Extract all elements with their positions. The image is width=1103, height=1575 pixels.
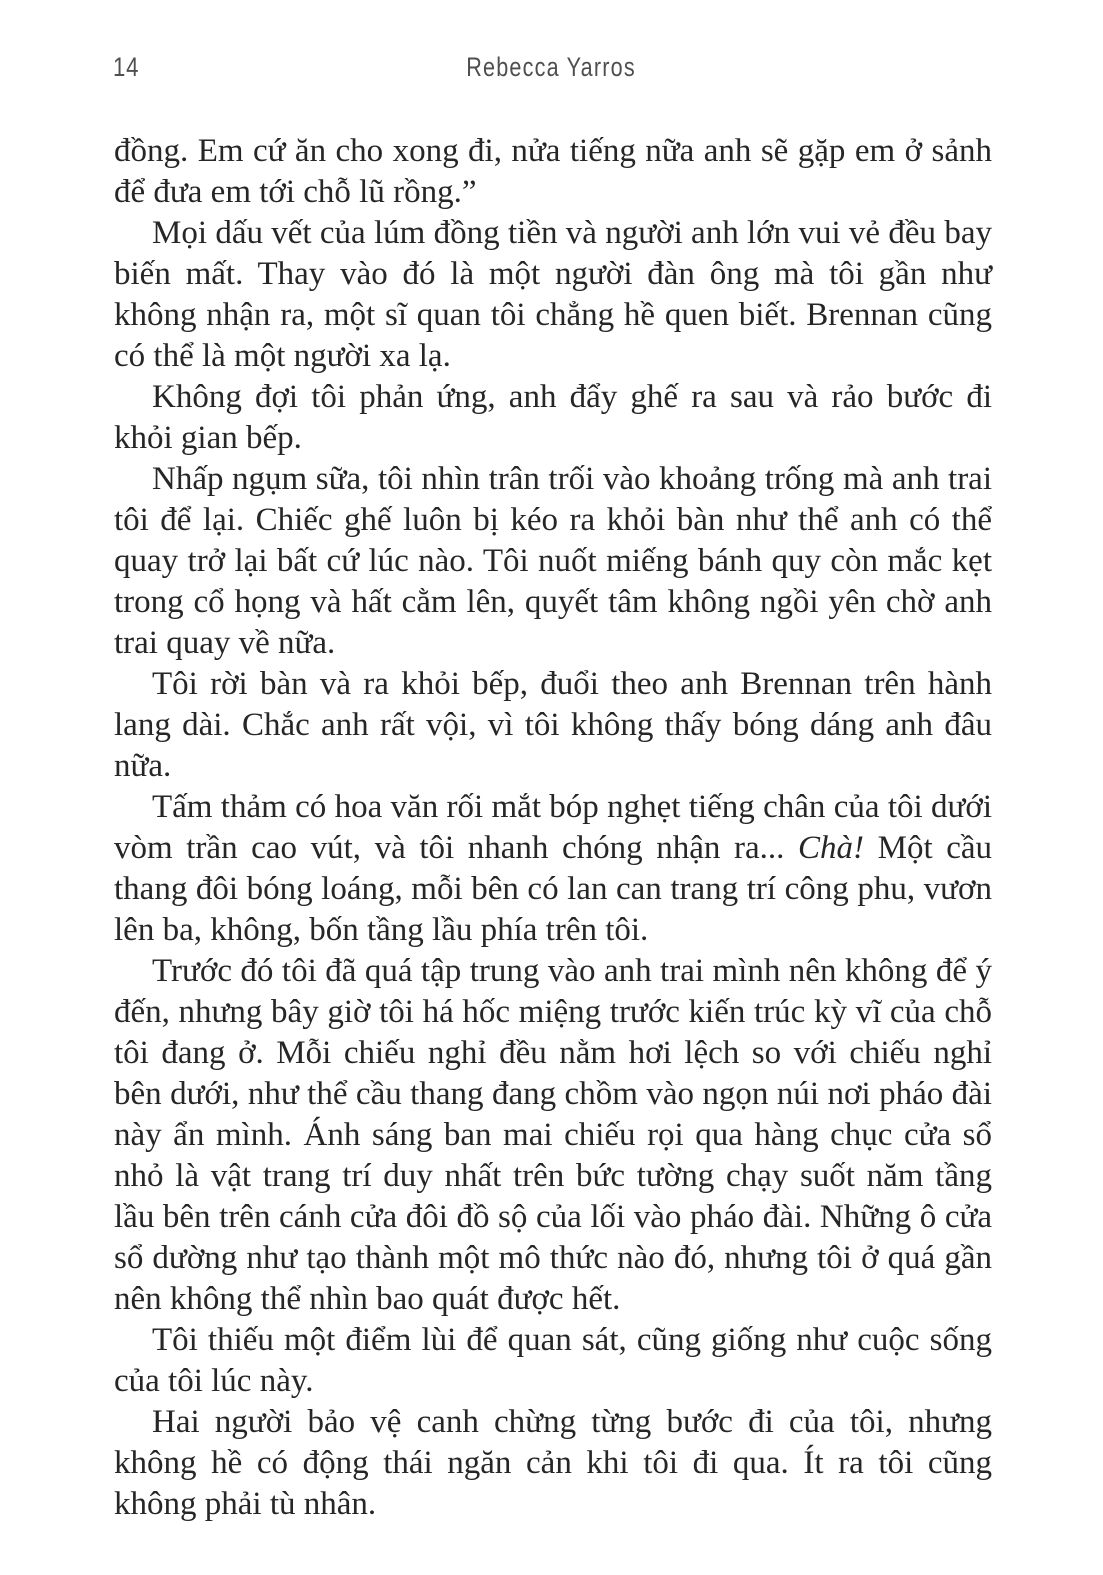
paragraph — [114, 664, 992, 787]
text-segment: đồng. Em cứ ăn cho xong đi, nửa tiếng nữa anh sẽ gặp em ở sảnh để đưa em tới chỗ lũ rồng.” — [114, 133, 992, 210]
text-segment: Tôi thiếu một điểm lùi để quan sát, cũng giống như cuộc sống của tôi lúc này. — [114, 1322, 992, 1399]
page-number: 14 — [113, 52, 140, 82]
paragraph — [114, 1320, 992, 1402]
paragraph — [114, 1402, 992, 1525]
text-segment: Trước đó tôi đã quá tập trung vào anh trai mình nên không để ý đến, nhưng bây giờ tôi há hốc miệng trước kiến trúc kỳ vĩ của chỗ tôi đang ở. Mỗi chiếu nghỉ đều nằm hơi lệch so với chiếu nghỉ bên dưới, như thể cầu thang đang chồm vào ngọn núi nơi pháo đài này ẩn mình. Ánh sáng ban mai chiếu rọi qua hàng chục cửa sổ nhỏ là vật trang trí duy nhất trên bức tường chạy suốt năm tầng lầu bên trên cánh cửa đôi đồ sộ của lối vào pháo đài. Những ô cửa sổ dường như tạo thành một mô thức nào đó, nhưng tôi ở quá gần nên không thể nhìn bao quát được hết. — [114, 953, 992, 1317]
text-segment: Một cầu thang đôi bóng loáng, mỗi bên có lan can trang trí công phu, vươn lên ba, không, bốn tầng lầu phía trên tôi. — [114, 830, 993, 948]
paragraph — [114, 787, 992, 951]
text-segment: Mọi dấu vết của lúm đồng tiền và người anh lớn vui vẻ đều bay biến mất. Thay vào đó là một người đàn ông mà tôi gần như không nhận ra, một sĩ quan tôi chẳng hề quen biết. Brennan cũng có thể là một người xa lạ. — [114, 215, 992, 374]
text-segment: Hai người bảo vệ canh chừng từng bước đi của tôi, nhưng không hề có động thái ngăn cản khi tôi đi qua. Ít ra tôi cũng không phải tù nhân. — [114, 1404, 992, 1522]
page-body — [114, 131, 992, 1525]
text-segment: Chà! — [798, 830, 864, 866]
text-segment: Nhấp ngụm sữa, tôi nhìn trân trối vào khoảng trống mà anh trai tôi để lại. Chiếc ghế luôn bị kéo ra khỏi bàn như thể anh có thể quay trở lại bất cứ lúc nào. Tôi nuốt miếng bánh quy còn mắc kẹt trong cổ họng và hất cằm lên, quyết tâm không ngồi yên chờ anh trai quay về nữa. — [114, 461, 992, 661]
running-header — [0, 50, 1103, 84]
running-header-title: Rebecca Yarros — [466, 52, 637, 82]
text-segment: Tấm thảm có hoa văn rối mắt bóp nghẹt tiếng chân của tôi dưới vòm trần cao vút, và tôi nhanh chóng nhận ra... — [114, 789, 992, 866]
paragraph — [114, 131, 992, 213]
paragraph — [114, 459, 992, 664]
paragraph — [114, 377, 992, 459]
text-segment: Tôi rời bàn và ra khỏi bếp, đuổi theo anh Brennan trên hành lang dài. Chắc anh rất vội, vì tôi không thấy bóng dáng anh đâu nữa. — [114, 666, 992, 784]
paragraph — [114, 951, 992, 1320]
paragraph — [114, 213, 992, 377]
text-segment: Không đợi tôi phản ứng, anh đẩy ghế ra sau và rảo bước đi khỏi gian bếp. — [114, 379, 992, 456]
running-header-title-wrap — [0, 50, 1103, 84]
